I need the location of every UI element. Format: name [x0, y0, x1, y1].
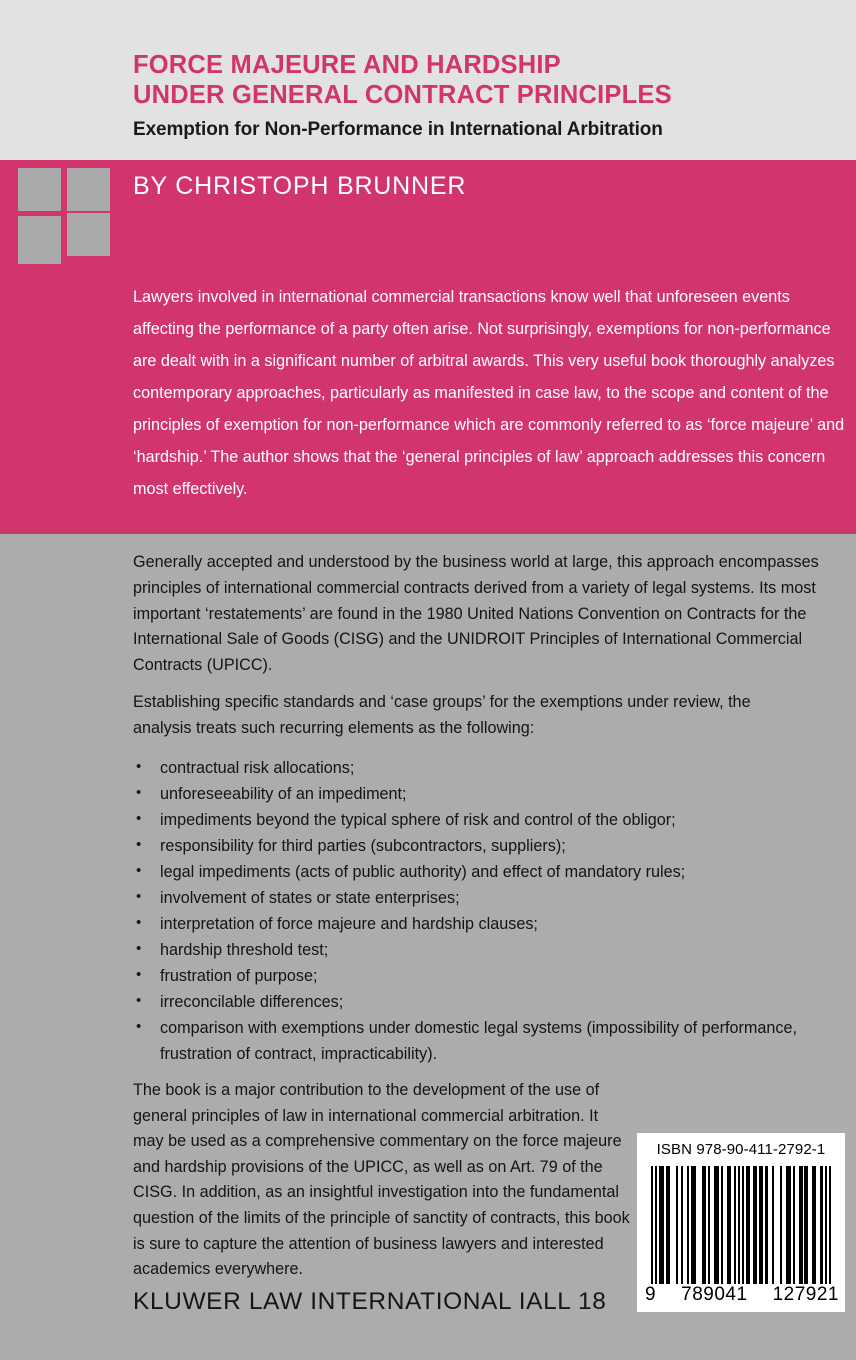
feature-bullet-list — [133, 755, 848, 1067]
barcode-digits — [645, 1283, 839, 1307]
pink-blurb-paragraph: Lawyers involved in international commercial transactions know well that unforeseen events affecting the performance of a party often arise. Not surprisingly, exemptions for non-performance are dealt with in a significant number of arbitral awards. This very useful book thoroughly analyzes contemporary approaches, particularly as manifested in case law, to the scope and content of the principles of exemption for non-performance which are commonly referred to as ‘force majeure’ and ‘hardship.’ The author shows that the ‘general principles of law’ approach addresses this concern most effectively. — [133, 288, 845, 498]
subtitle: Exemption for Non-Performance in International Arbitration — [133, 119, 663, 140]
checker-square-3 — [67, 213, 110, 256]
list-item: • responsibility for third parties (subcontractors, suppliers); — [133, 833, 848, 859]
title-line-2: UNDER GENERAL CONTRACT PRINCIPLES — [133, 81, 672, 109]
paragraph-final: The book is a major contribution to the development of the use of general principles of law in international commercial arbitration. It may be used as a comprehensive commentary on the force majeure and hardship provisions of the UPICC, as well as on Art. 79 of the CISG. In addition, as an insightful investigation into the fundamental question of the limits of the principle of sanctity of contracts, this book is sure to capture the attention of business lawyers and interested academics everywhere. — [133, 1081, 630, 1279]
barcode-digit-left: 9 — [645, 1284, 657, 1305]
list-item: • irreconcilable differences; — [133, 989, 848, 1015]
author-byline: BY CHRISTOPH BRUNNER — [133, 172, 467, 200]
list-item: • interpretation of force majeure and hardship clauses; — [133, 911, 848, 937]
list-item: • legal impediments (acts of public authority) and effect of mandatory rules; — [133, 859, 848, 885]
barcode-block — [637, 1133, 845, 1312]
paragraph-establishing: Establishing specific standards and ‘case groups’ for the exemptions under review, the analysis treats such recurring elements as the following: — [133, 693, 751, 737]
list-item: • impediments beyond the typical sphere of risk and control of the obligor; — [133, 807, 848, 833]
checker-square-2 — [67, 168, 110, 211]
list-item: • frustration of purpose; — [133, 963, 848, 989]
barcode-digit-group-1: 789041 — [681, 1284, 748, 1305]
checker-square-1 — [18, 168, 61, 211]
title-block — [133, 50, 833, 143]
list-item: • comparison with exemptions under domestic legal systems (impossibility of performance, frustration of contract, impracticability). — [133, 1015, 848, 1067]
publisher-imprint: KLUWER LAW INTERNATIONAL IALL 18 — [133, 1288, 607, 1315]
barcode-bars — [651, 1166, 831, 1284]
title-line-1: FORCE MAJEURE AND HARDSHIP — [133, 51, 561, 79]
isbn-label: ISBN 978-90-411-2792-1 — [656, 1141, 826, 1158]
list-item: • hardship threshold test; — [133, 937, 848, 963]
list-item: • involvement of states or state enterprises; — [133, 885, 848, 911]
checker-square-4 — [18, 216, 61, 264]
list-item: • unforeseeability of an impediment; — [133, 781, 848, 807]
barcode-digit-group-2: 127921 — [772, 1284, 839, 1305]
paragraph-general-principles: Generally accepted and understood by the business world at large, this approach encompasses principles of international commercial contracts derived from a variety of legal systems. Its most important ‘restatements’ are found in the 1980 United Nations Convention on Contracts for the International Sale of Goods (CISG) and the UNIDROIT Principles of International Commercial Contracts (UPICC). — [133, 553, 819, 675]
list-item: • contractual risk allocations; — [133, 755, 848, 781]
